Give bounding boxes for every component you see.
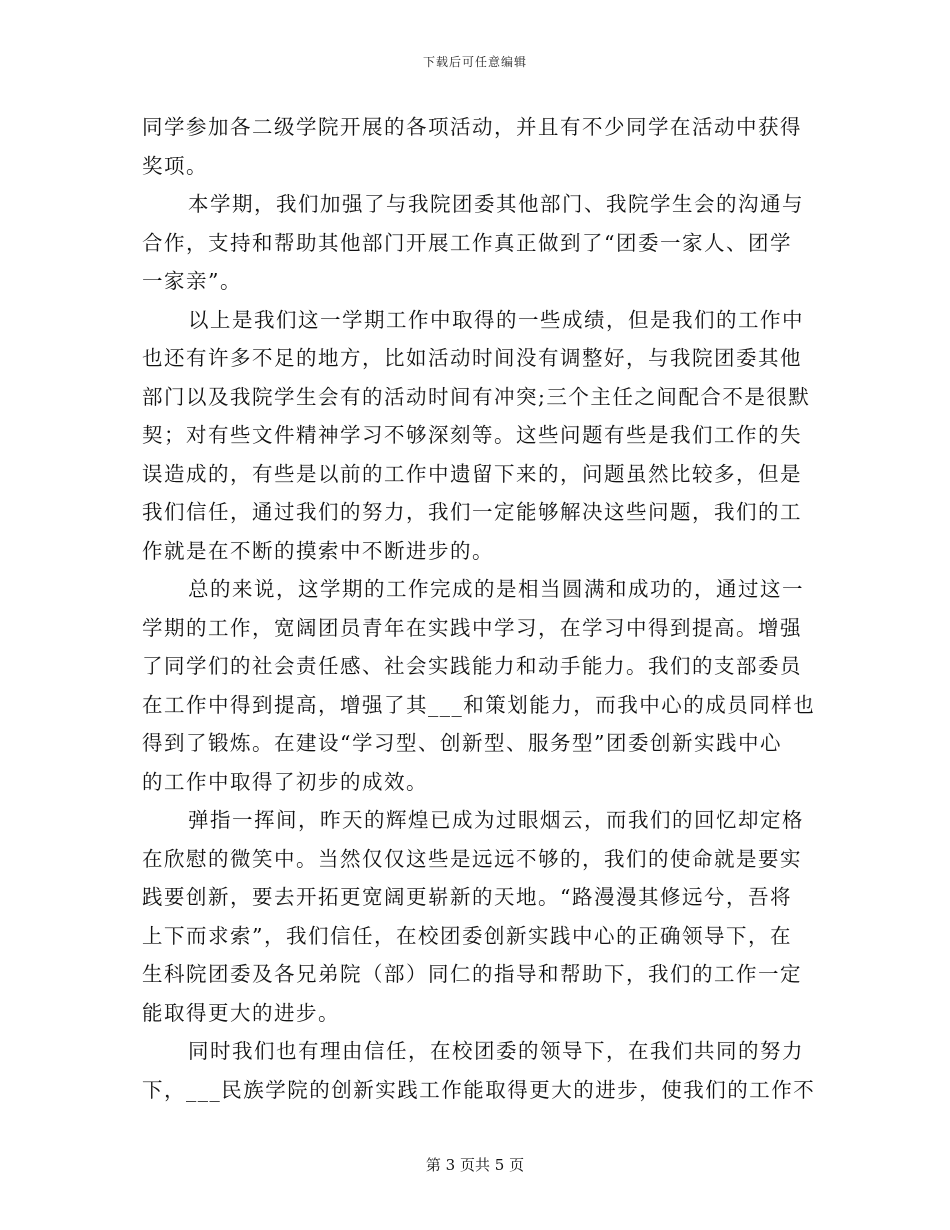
text-line: 的工作中取得了初步的成效。 [142, 769, 428, 794]
text-line: 合作，支持和帮助其他部门开展工作真正做到了“团委一家人、团学 [142, 230, 792, 255]
text-line: 上下而求索”，我们信任，在校团委创新实践中心的正确领导下，在 [142, 923, 792, 948]
text-line: 生科院团委及各兄弟院（部）同仁的指导和帮助下，我们的工作一定 [142, 962, 802, 986]
paragraph-start-line: 弹指一挥间，昨天的辉煌已成为过眼烟云，而我们的回忆却定格 [188, 808, 804, 832]
paragraph-start-line: 同时我们也有理由信任，在校团委的领导下，在我们共同的努力 [188, 1039, 804, 1063]
paragraph-start-line: 本学期，我们加强了与我院团委其他部门、我院学生会的沟通与 [188, 192, 804, 216]
text-line: 学期的工作，宽阔团员青年在实践中学习，在学习中得到提高。增强 [142, 615, 802, 640]
page-header: 下载后可任意编辑 [422, 55, 527, 69]
text-line: 在工作中得到提高，增强了其___和策划能力，而我中心的成员同样也 [142, 692, 816, 717]
text-line: 我们信任，通过我们的努力，我们一定能够解决这些问题，我们的工 [142, 500, 802, 524]
text-line: 部门以及我院学生会有的活动时间有冲突;三个主任之间配合不是很默 [142, 384, 811, 409]
text-line: 也还有许多不足的地方，比如活动时间没有调整好，与我院团委其他 [142, 346, 802, 370]
text-line: 奖项。 [142, 153, 208, 178]
document-body [142, 108, 816, 1109]
text-line: 得到了锻炼。在建设“学习型、创新型、服务型”团委创新实践中心 [142, 731, 782, 755]
text-line: 在欣慰的微笑中。当然仅仅这些是远远不够的，我们的使命就是要实 [142, 846, 802, 871]
text-line: 一家亲”。 [142, 269, 242, 293]
text-line: 能取得更大的进步。 [142, 1000, 340, 1025]
text-line: 误造成的，有些是以前的工作中遗留下来的，问题虽然比较多，但是 [142, 461, 802, 486]
text-line: 下，___民族学院的创新实践工作能取得更大的进步，使我们的工作不 [142, 1077, 816, 1102]
text-line: 作就是在不断的摸索中不断进步的。 [142, 538, 494, 563]
page-number: 第 3 页共 5 页 [425, 1156, 525, 1174]
text-line: 契；对有些文件精神学习不够深刻等。这些问题有些是我们工作的失 [142, 423, 802, 447]
paragraph-start-line: 以上是我们这一学期工作中取得的一些成绩，但是我们的工作中 [188, 307, 804, 332]
text-line: 同学参加各二级学院开展的各项活动，并且有不少同学在活动中获得 [142, 115, 802, 139]
text-line: 践要创新，要去开拓更宽阔更崭新的天地。“路漫漫其修远兮，吾将 [142, 885, 792, 909]
paragraph-start-line: 总的来说，这学期的工作完成的是相当圆满和成功的，通过这一 [188, 577, 804, 601]
text-line: 了同学们的社会责任感、社会实践能力和动手能力。我们的支部委员 [142, 654, 802, 678]
